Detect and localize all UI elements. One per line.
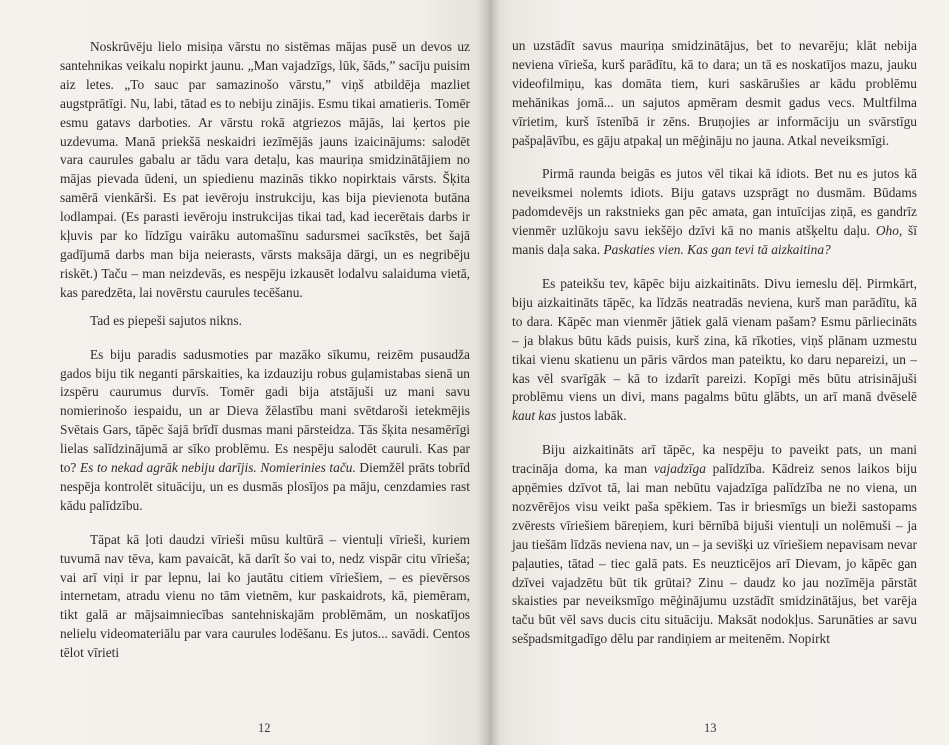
paragraph: Es pateikšu tev, kāpēc biju aizkaitināts. Divu iemeslu dēļ. Pirmkārt, biju aizkaitināts tāpēc, ka līdzās neatradās neviena, kurš man parādītu, kā to dara. Kāpēc man vienmēr jātiek galā vienam pašam? Esmu pārliecināts – ja blakus būtu kāds puisis, kurš zina, kā rīkoties, viņš plānam uzmestu tikai vienu skatienu un pāris vārdos man pateiktu, ko daru nepareizi, un – kas vēl svarīgāk – kā to izdarīt pareizi. Kopīgi mēs būtu atrisinājuši problēmu viens un divi, mans pagalms būtu glābts, un arī manā dvēselē kaut kas justos labāk. — [512, 275, 917, 424]
italic-text: kaut kas — [512, 408, 557, 424]
right-page — [496, 0, 949, 745]
paragraph: Noskrūvēju lielo misiņa vārstu no sistēmas mājas pusē un devos uz santehnikas veikalu nopirkt jaunu. „Man vajadzīgs, lūk, šāds,” sacīju puisim aiz letes. „To sauc par samazinošo vārstu,” viņš atbildēja mazliet augstprātīgi. Nu, labi, tātad es to nebiju zinājis. Esmu tikai amatieris. Tomēr esmu gatavs darboties. Ar vārstu rokā atgriezos mājās, lai ķertos pie uzdevuma. Manā priekšā neskaidri iezīmējās jauns izaicinājums: salodēt vara caurules gabalu ar tādu vara detaļu, kas mauriņa smidzinātājiem no mājas pievada ūdeni, un spiedienu mazinās tikko nopirktais vārsts. Šķita samērā vienkārši. Es pat ievēroju instrukciju, kas bija pievienota butāna lodlampai. (Es parasti ievēroju instrukcijas tikai tad, kad iecerētais darbs ir kļuvis par ko līdzīgu vairāku automašīnu sadursmei sacīkstēs, bet šajā gadījumā darbs man bija neierasts, vārsts maksāja dārgi, un es negribēju riskēt.) Taču – man neizdevās, es nespēju izkausēt lodalvu salaiduma vietā, kas paredzēta, lai novērstu caurules tecēšanu. — [60, 39, 470, 300]
right-page-text — [512, 37, 917, 649]
page-number-left: 12 — [258, 721, 271, 735]
left-page-text — [60, 38, 470, 663]
paragraph: Es biju paradis sadusmoties par mazāko sīkumu, reizēm pusaudža gados biju tik neganti pārskaities, ka izdauziju robus guļamistabas sienā un izspēru caurumus durvīs. Tomēr gadi bija atstājuši uz mani savu nomierinošo iespaidu, un ar Dieva žēlastību mani svētdaroši ietekmējis Svētais Gars, tāpēc šajā brīdī dusmas mani pārsteidza. Tās šķita nesamērīgi lielas salīdzinājumā ar sīko problēmu. Es nespēju salodēt cauruli. Kas par to? Es to nekad agrāk nebiju darījis. Nomierinies taču. Diemžēl prāts tobrīd nespēja kontrolēt situāciju, un es dusmās plosījos pa māju, cenzdamies rast kādu palīdzību. — [60, 346, 470, 513]
paragraph: Pirmā raunda beigās es jutos vēl tikai kā idiots. Bet nu es jutos kā neveiksmei nolemts idiots. Biju gatavs uzsprāgt no dusmām. Būdams padomdevējs un rakstnieks gan pēc amata, gan intuīcijas ziņā, es gandrīz vienmēr uzlūkoju savu iekšējo dzīvi kā no manis atšķeltu daļu. Oho, šī manis daļa saka. Paskaties vien. Kas gan tevi tā aizkaitina? — [512, 166, 917, 258]
italic-text: Paskaties vien. Kas gan tevi tā aizkaitina? — [603, 242, 831, 258]
paragraph: Tad es piepeši sajutos nikns. — [90, 312, 242, 328]
italic-text: vajadzīga — [653, 461, 706, 477]
page-number-right: 13 — [704, 721, 717, 735]
paragraph: Tāpat kā ļoti daudzi vīrieši mūsu kultūrā – vientuļi vīrieši, kuriem tuvumā nav tēva, kam pavaicāt, kā darīt šo vai to, nedz vispār citu vīrieša; vai arī viņi ir par lepnu, lai ko jautātu citiem vīriešiem, – es pievērsos internetam, atradu vienu no tām vietnēm, kur paskaidrots, kā, piemēram, tikt galā ar mājsaimniecības santehniskajām problēmām, un noskatījos nelielu videomateriālu par vara caurules lodēšanu. Es jutos... savādi. Centos tēlot vīrieti — [60, 531, 470, 661]
paragraph: Biju aizkaitināts arī tāpēc, ka nespēju to paveikt pats, un mani tracināja doma, ka man vajadzīga palīdzība. Kādreiz senos laikos biju apņēmies dzīvot tā, lai man nebūtu vajadzīga palīdzība ne no viena, un nozvērējos visu veikt paša spēkiem. Tas ir briesmīgs un bieži sastopams zvērests vīriešiem bāreņiem, kuri bērnībā bijuši vientuļi un nolēmuši – ja jau tiešām līdzās neviena nav, un – ja sevišķi uz vīriešiem nepavisam nevar paļauties, tātad – tiec galā pats. Es neuzticējos arī Dievam, jo kāpēc gan dzīvei vajadzētu būt tik grūtai? Zinu – daudz ko jau nozīmēja pārstāt skaisties par neveiksmīgo mēģinājumu uzstādīt smidzinātājus, bet varēja taču būt vēl savs ducis citu situāciju. Maksāt nodokļus. Sarunāties ar savu sešpadsmitgadīgo dēlu par randiņiem ar meitenēm. Nopirkt — [512, 442, 917, 647]
paragraph: un uzstādīt savus mauriņa smidzinātājus, bet to nevarēju; klāt nebija neviena vīrieša, kurš parādītu, kā to dara; un tā es noskatījos mazu, jauku videofilmiņu, kas domāta tiem, kuri saskārušies ar kādu problēmu mehānikas jomā... un sajutos apmēram desmit gadus vecs. Multfilma vīrietim, kurš īstenībā ir zēns. Bruņojies ar informāciju un svārstīgu pašpaļāvību, es gāju atpakaļ un mēģināju no jauna. Atkal neveiksmīgi. — [512, 38, 917, 148]
italic-text: Es to nekad agrāk nebiju darījis. Nomierinies taču. — [79, 460, 356, 476]
italic-text: Oho, — [875, 223, 903, 239]
